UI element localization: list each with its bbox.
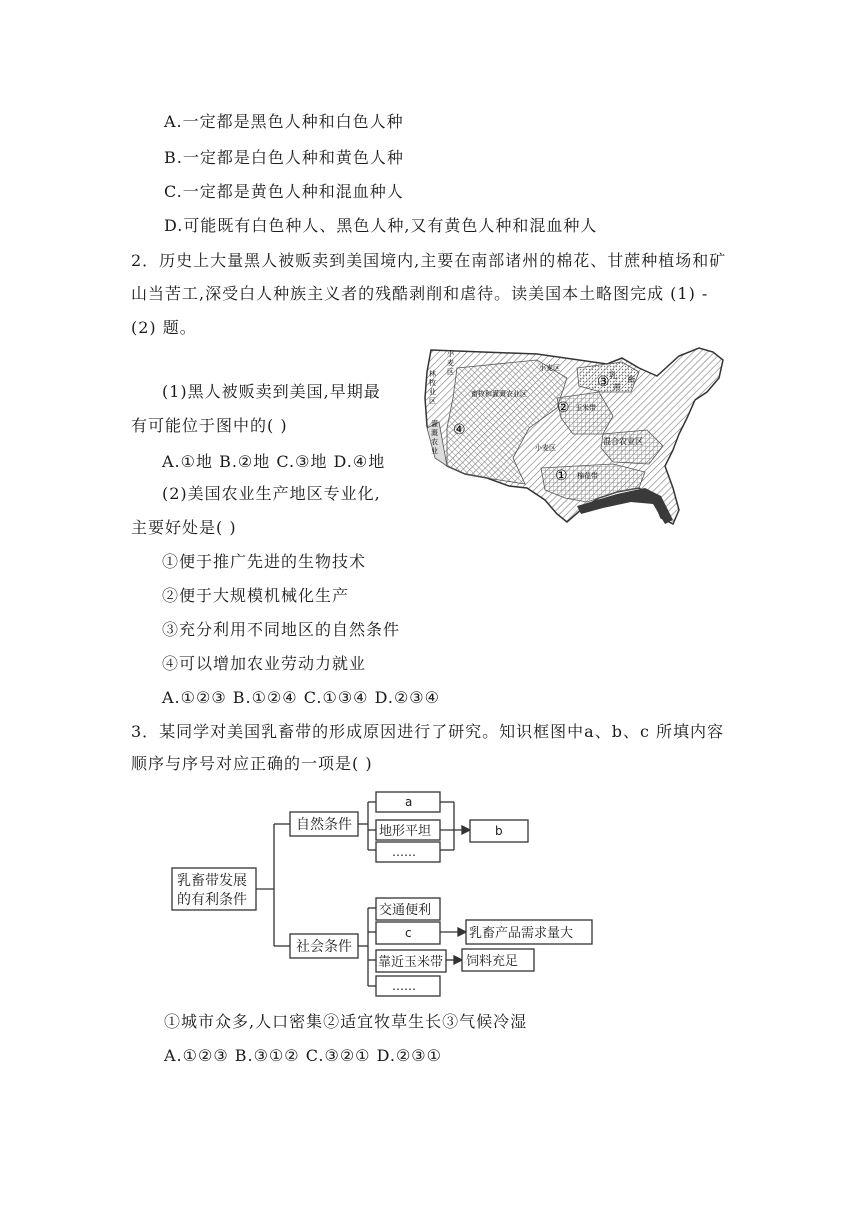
map-label-corn: 玉米带	[575, 404, 596, 412]
map-marker-4: ④	[453, 422, 466, 438]
q1-option-a: A.一定都是黑色人种和白色人种	[164, 112, 404, 131]
q2-item-4: ④可以增加农业劳动力就业	[162, 654, 367, 673]
flow-ellipsis1-label: ……	[392, 845, 416, 859]
map-marker-1: ①	[555, 468, 568, 484]
map-label-irrigation-4: 业	[431, 447, 438, 455]
map-label-wheat-nw-3: 区	[447, 368, 454, 376]
map-label-cotton: 棉花带	[577, 472, 598, 480]
q1-option-d: D.可能既有白色种人、黑色人种,又有黄色人种和混血种人	[164, 216, 598, 235]
map-label-irrigation-3: 农	[431, 438, 438, 446]
map-label-dairy-3: 带	[613, 383, 621, 392]
flow-transport-label: 交通便利	[379, 903, 432, 918]
map-marker-2: ②	[557, 400, 570, 416]
flow-terrain-label: 地形平坦	[379, 824, 432, 839]
flow-a-label: a	[405, 795, 413, 809]
map-label-irrigation-2: 溉	[431, 429, 438, 437]
flow-feed-label: 饲料充足	[466, 954, 519, 969]
q1-option-c: C.一定都是黄色人种和混血种人	[164, 182, 404, 201]
flow-ellipsis2-label: ……	[392, 979, 416, 993]
map-label-dairy-1: 乳	[609, 371, 617, 380]
q2-sub1-line1: (1)黑人被贩卖到美国,早期最	[162, 382, 381, 401]
flow-natural-label: 自然条件	[296, 817, 352, 833]
q2-stem-line2: 山当苦工,深受白人种族主义者的残酷剥削和虐待。读美国本土略图完成 (1) -	[131, 284, 709, 303]
map-label-forest-1: 林	[429, 370, 436, 378]
map-label-wheat-nw-1: 小	[447, 350, 454, 358]
q2-item-3: ③充分利用不同地区的自然条件	[162, 620, 401, 639]
q3-options: A.①②③ B.③①② C.③②① D.②③①	[164, 1046, 442, 1065]
map-label-wheat-south: 小麦区	[535, 444, 556, 452]
map-label-forest-4: 区	[429, 397, 436, 405]
q1-option-b: B.一定都是白色人种和黄色人种	[164, 148, 404, 167]
map-label-wheat-nw-2: 麦	[447, 359, 454, 367]
q2-sub1-options: A.①地 B.②地 C.③地 D.④地	[162, 452, 386, 471]
q3-items-line: ①城市众多,人口密集②适宜牧草生长③气候冷湿	[164, 1012, 528, 1031]
map-label-wheat-north: 小麦区	[539, 364, 560, 372]
flow-c-label: c	[405, 926, 412, 940]
map-label-ranching: 畜牧和灌溉农业区	[471, 390, 527, 398]
map-marker-3: ③	[597, 374, 610, 390]
flow-root-line1: 乳畜带发展	[177, 873, 247, 889]
q2-sub2-line2: 主要好处是( )	[131, 518, 237, 537]
flow-corn-label: 靠近玉米带	[378, 955, 444, 970]
map-label-mixed: 混合农业区	[603, 437, 643, 446]
q2-item-2: ②便于大规模机械化生产	[162, 586, 350, 605]
q3-stem-line1: 3．某同学对美国乳畜带的形成原因进行了研究。知识框图中a、b、c 所填内容	[131, 722, 725, 741]
flow-demand-label: 乳畜产品需求量大	[469, 926, 574, 941]
q2-sub2-options: A.①②③ B.①②④ C.①③④ D.②③④	[162, 688, 440, 707]
q2-stem-line1: 2．历史上大量黑人被贩卖到美国境内,主要在南部诸州的棉花、甘蔗种植场和矿	[131, 251, 727, 270]
flow-social-label: 社会条件	[296, 939, 352, 955]
q2-sub2-line1: (2)美国农业生产地区专业化,	[162, 484, 381, 503]
q2-item-1: ①便于推广先进的生物技术	[162, 552, 367, 571]
flow-b-label: b	[495, 824, 503, 838]
map-label-forest-3: 业	[429, 388, 436, 396]
map-label-irrigation-1: 灌	[431, 420, 438, 428]
knowledge-flowchart	[170, 788, 600, 1000]
map-label-forest-2: 牧	[429, 379, 436, 387]
map-label-dairy-2: 畜	[627, 375, 635, 384]
q2-sub1-line2: 有可能位于图中的( )	[131, 416, 288, 435]
usa-agriculture-map	[417, 338, 729, 532]
q3-stem-line2: 顺序与序号对应正确的一项是( )	[131, 754, 373, 773]
q2-stem-line3: (2) 题。	[131, 318, 197, 337]
flow-root-line2: 的有利条件	[177, 892, 247, 908]
